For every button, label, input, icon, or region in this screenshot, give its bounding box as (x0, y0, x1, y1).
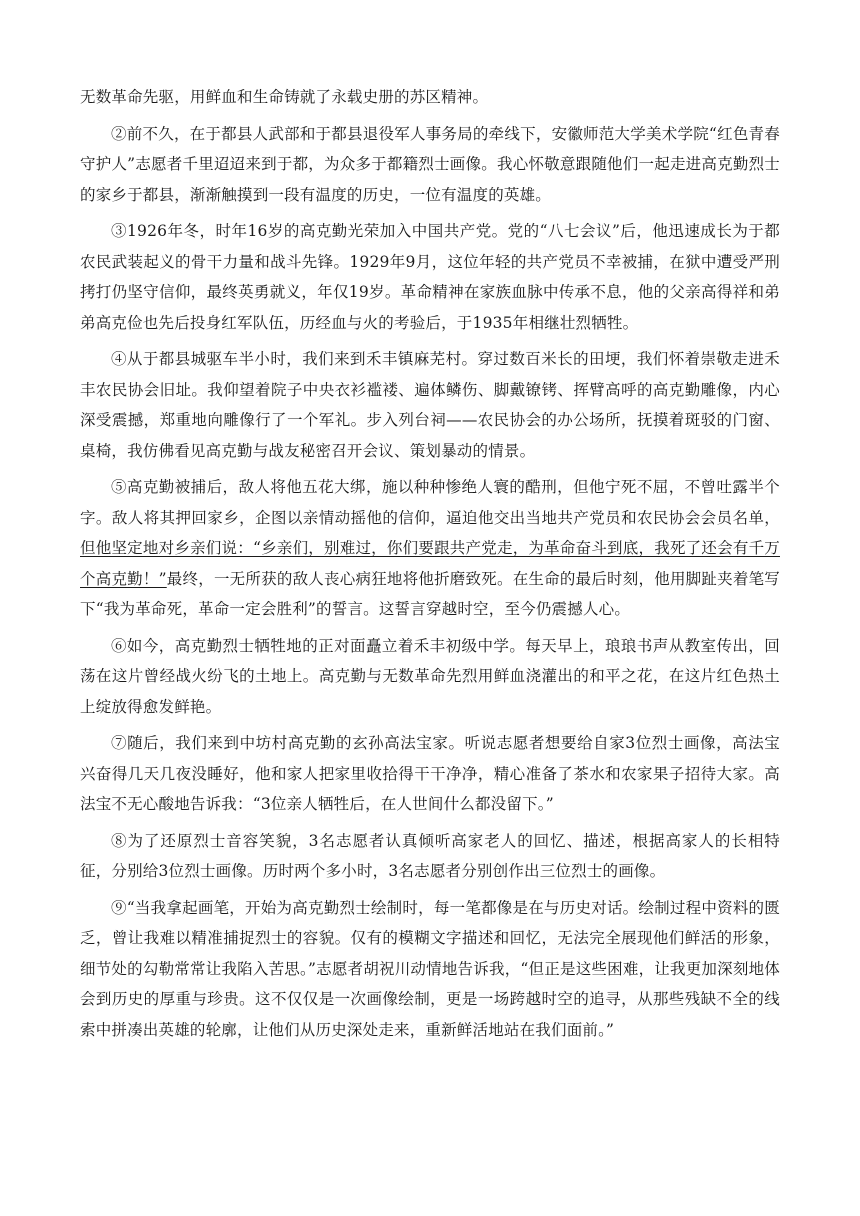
paragraph-4: ④从于都县城驱车半小时，我们来到禾丰镇麻芜村。穿过数百米长的田埂，我们怀着崇敬走进禾丰农民协会旧址。我仰望着院子中央衣衫褴褛、遍体鳞伤、脚戴镣铐、挥臂高呼的高克勤雕像，内心深受震撼，郑重地向雕像行了一个军礼。步入列台祠——农民协会的办公场所，抚摸着斑驳的门窗、桌椅，我仿佛看见高克勤与战友秘密召开会议、策划暴动的情景。 (80, 350, 780, 460)
paragraph-continuation: 无数革命先驱，用鲜血和生命铸就了永载史册的苏区精神。 (80, 88, 489, 106)
paragraph-5-underlined-quote: 但他坚定地对乡亲们说：“乡亲们，别难过，你们要跟共产党走，为革命奋斗到底，我死了还会有千万个高克勤！” (80, 539, 780, 588)
paragraph-8: ⑧为了还原烈士音容笑貌，3名志愿者认真倾听高家老人的回忆、描述，根据高家人的长相特征，分别给3位烈士画像。历时两个多小时，3名志愿者分别创作出三位烈士的画像。 (80, 831, 780, 880)
paragraph-5 (80, 472, 780, 625)
paragraph-3: ③1926年冬，时年16岁的高克勤光荣加入中国共产党。党的“八七会议”后，他迅速成长为于都农民武装起义的骨干力量和战斗先锋。1929年9月，这位年轻的共产党员不幸被捕，在狱中遭受严刑拷打仍坚守信仰，最终英勇就义，年仅19岁。革命精神在家族血脉中传承不息，他的父亲高得祥和弟弟高克俭也先后投身红军队伍，历经血与火的考验后，于1935年相继壮烈牺牲。 (80, 222, 780, 332)
paragraph-6: ⑥如今，高克勤烈士牺牲地的正对面矗立着禾丰初级中学。每天早上，琅琅书声从教室传出，回荡在这片曾经战火纷飞的土地上。高克勤与无数革命先烈用鲜血浇灌出的和平之花，在这片红色热土上绽放得愈发鲜艳。 (80, 636, 780, 716)
paragraph-9: ⑨“当我拿起画笔，开始为高克勤烈士绘制时，每一笔都像是在与历史对话。绘制过程中资料的匮乏，曾让我难以精准捕捉烈士的容貌。仅有的模糊文字描述和回忆，无法完全展现他们鲜活的形象，细节处的勾勒常常让我陷入苦思。”志愿者胡祝川动情地告诉我，“但正是这些困难，让我更加深刻地体会到历史的厚重与珍贵。这不仅仅是一次画像绘制，更是一场跨越时空的追寻，从那些残缺不全的线索中拼凑出英雄的轮廓，让他们从历史深处走来，重新鲜活地站在我们面前。” (80, 898, 780, 1039)
article-body (80, 82, 780, 1051)
paragraph-5-after: 最终，一无所获的敌人丧心病狂地将他折磨致死。在生命的最后时刻，他用脚趾夹着笔写下“我为革命死，革命一定会胜利”的誓言。这誓言穿越时空，至今仍震撼人心。 (80, 569, 780, 618)
paragraph-5-before: ⑤高克勤被捕后，敌人将他五花大绑，施以种种惨绝人寰的酷刑，但他宁死不屈，不曾吐露半个字。敌人将其押回家乡，企图以亲情动摇他的信仰，逼迫他交出当地共产党员和农民协会会员名单， (80, 478, 780, 527)
paragraph-2: ②前不久，在于都县人武部和于都县退役军人事务局的牵线下，安徽师范大学美术学院“红色青春守护人”志愿者千里迢迢来到于都，为众多于都籍烈士画像。我心怀敬意跟随他们一起走进高克勤烈士的家乡于都县，渐渐触摸到一段有温度的历史，一位有温度的英雄。 (80, 124, 780, 204)
paragraph-7: ⑦随后，我们来到中坊村高克勤的玄孙高法宝家。听说志愿者想要给自家3位烈士画像，高法宝兴奋得几天几夜没睡好，他和家人把家里收拾得干干净净，精心准备了茶水和农家果子招待大家。高法宝不无心酸地告诉我：“3位亲人牺牲后，在人世间什么都没留下。” (80, 734, 780, 813)
